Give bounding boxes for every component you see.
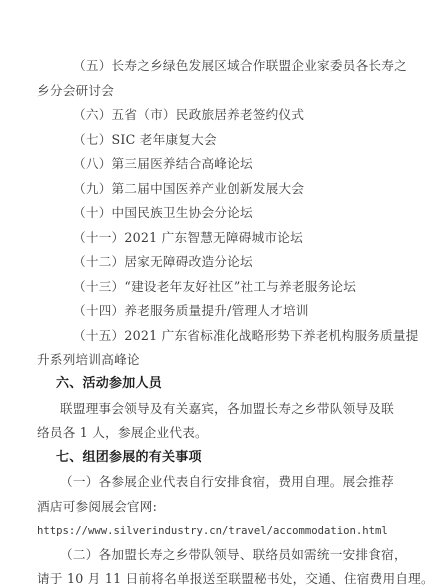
participants-line-2: 络员各 1 人，参展企业代表。 [37,425,208,440]
accommodation-url-link[interactable]: https://www.silverindustry.cn/travel/accommodation.html [37,525,388,537]
participants-line-1: 联盟理事会领导及有关嘉宾，各加盟长寿之乡带队领导及联 [60,401,394,416]
agenda-item-11: （十一）2021 广东智慧无障碍城市论坛 [73,230,303,245]
agenda-item-5-line-1: （五）长寿之乡绿色发展区域合作联盟企业家委员各长寿之 [73,58,407,73]
agenda-item-8: （八）第三届医养结合高峰论坛 [73,156,253,171]
matter-2-line-2: 请于 10 月 11 日前将名单报送至联盟秘书处，交通、住宿费用自理。 [37,571,434,586]
agenda-item-10: （十）中国民族卫生协会分论坛 [73,205,253,220]
matter-2-line-1: （二）各加盟长寿之乡带队领导、联络员如需统一安排食宿， [60,547,407,562]
agenda-item-6: （六）五省（市）民政旅居养老签约仪式 [73,107,305,122]
agenda-item-13: （十三）“建设老年友好社区”社工与养老服务论坛 [73,279,357,294]
matter-1-line-2: 酒店可参阅展会官网: [37,499,158,514]
section-6-heading: 六、活动参加人员 [56,376,163,391]
agenda-item-5-line-2: 乡分会研讨会 [37,83,115,98]
matter-1-line-1: （一）各参展企业代表自行安排食宿，费用自理。展会推荐 [60,474,394,489]
agenda-item-15-line-2: 升系列培训高峰论 [37,352,140,367]
agenda-item-15-line-1: （十五）2021 广东省标准化战略形势下养老机构服务质量提 [73,328,419,343]
section-7-heading: 七、组团参展的有关事项 [56,450,202,465]
agenda-item-9: （九）第二届中国医养产业创新发展大会 [73,181,305,196]
agenda-item-12: （十二）居家无障碍改造分论坛 [73,254,253,269]
agenda-item-7: （七）SIC 老年康复大会 [73,132,217,147]
agenda-item-14: （十四）养老服务质量提升/管理人才培训 [73,303,309,318]
